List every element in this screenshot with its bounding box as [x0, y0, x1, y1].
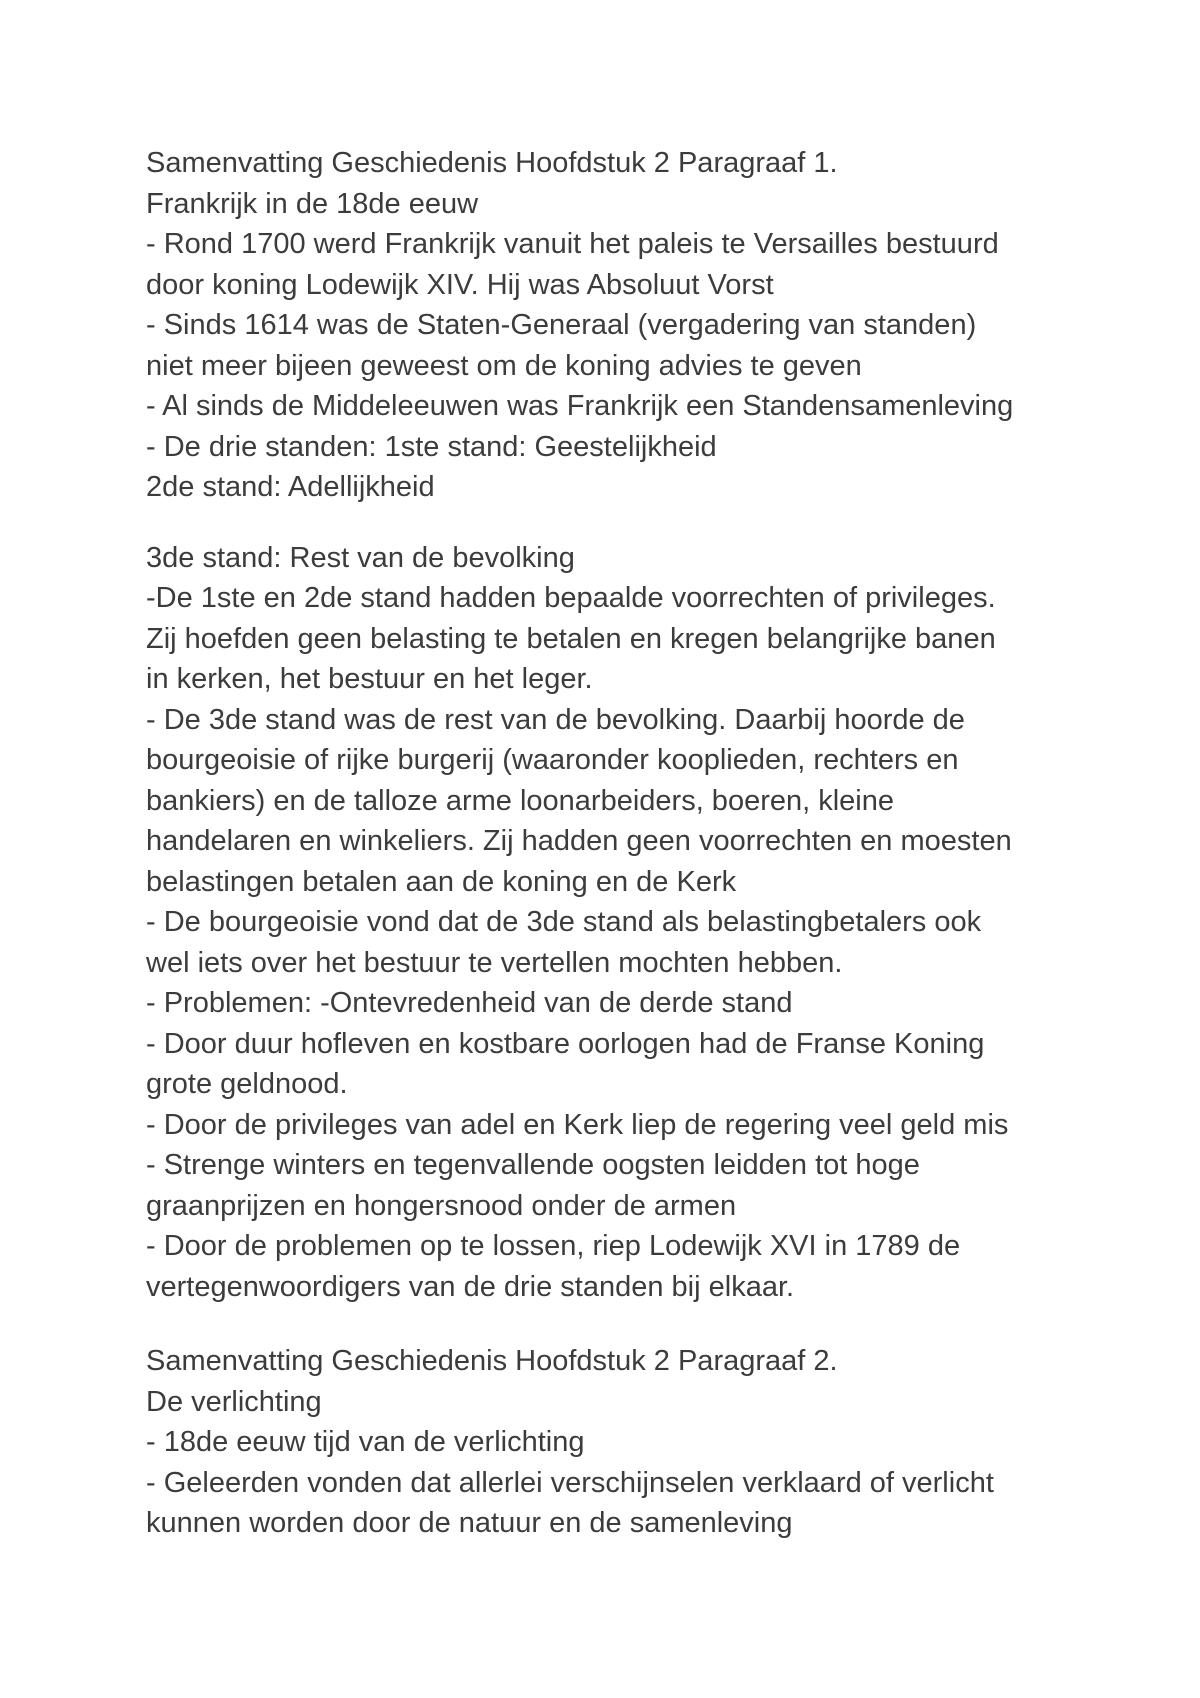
text-line: kunnen worden door de natuur en de samenleving: [146, 1507, 793, 1539]
text-line: - Problemen: -Ontevredenheid van de derde stand: [146, 987, 793, 1019]
paragraph-gap: [146, 508, 1146, 538]
text-line: niet meer bijeen geweest om de koning advies te geven: [146, 349, 862, 382]
text-line: - 18de eeuw tijd van de verlichting: [146, 1426, 585, 1458]
section2-title: Samenvatting Geschiedenis Hoofdstuk 2 Paragraaf 2.: [146, 1345, 838, 1377]
text-line: - Strenge winters en tegenvallende oogsten leidden tot hoge: [146, 1149, 920, 1181]
text-line: bankiers) en de talloze arme loonarbeiders, boeren, kleine: [146, 784, 894, 817]
text-line: grote geldnood.: [146, 1068, 348, 1100]
text-line: belastingen betalen aan de koning en de Kerk: [146, 865, 737, 898]
section1-title: Samenvatting Geschiedenis Hoofdstuk 2 Paragraaf 1.: [146, 147, 838, 179]
text-line: - Rond 1700 werd Frankrijk vanuit het paleis te Versailles bestuurd: [146, 228, 999, 260]
text-line: - De 3de stand was de rest van de bevolking. Daarbij hoorde de: [146, 703, 965, 736]
paragraph-gap: [146, 1307, 1146, 1341]
text-line: - Door duur hofleven en kostbare oorlogen had de Franse Koning: [146, 1027, 985, 1060]
text-line: in kerken, het bestuur en het leger.: [146, 663, 593, 695]
text-line: graanprijzen en hongersnood onder de armen: [146, 1189, 737, 1222]
text-line: - Sinds 1614 was de Staten-Generaal (vergadering van standen): [146, 309, 977, 341]
text-line: - Door de problemen op te lossen, riep Lodewijk XVI in 1789 de: [146, 1230, 961, 1262]
text-line: - De drie standen: 1ste stand: Geestelijkheid: [146, 430, 717, 463]
document-body: [146, 143, 1146, 1544]
section2-subtitle: De verlichting: [146, 1385, 322, 1418]
text-line: - Al sinds de Middeleeuwen was Frankrijk een Standensamenleving: [146, 390, 1014, 422]
text-line: - Door de privileges van adel en Kerk liep de regering veel geld mis: [146, 1108, 1009, 1141]
text-line: Zij hoefden geen belasting te betalen en kregen belangrijke banen: [146, 622, 996, 655]
section1-subtitle: Frankrijk in de 18de eeuw: [146, 187, 479, 220]
text-line: -De 1ste en 2de stand hadden bepaalde voorrechten of privileges.: [146, 582, 996, 614]
text-line: bourgeoisie of rijke burgerij (waaronder kooplieden, rechters en: [146, 744, 959, 776]
text-line: 3de stand: Rest van de bevolking: [146, 541, 575, 574]
text-line: vertegenwoordigers van de drie standen bij elkaar.: [146, 1270, 795, 1303]
text-line: - De bourgeoisie vond dat de 3de stand als belastingbetalers ook: [146, 906, 982, 938]
text-line: - Geleerden vonden dat allerlei verschijnselen verklaard of verlicht: [146, 1466, 994, 1499]
text-line: 2de stand: Adellijkheid: [146, 471, 435, 503]
text-line: handelaren en winkeliers. Zij hadden geen voorrechten en moesten: [146, 825, 1012, 857]
text-line: door koning Lodewijk XIV. Hij was Absoluut Vorst: [146, 268, 774, 301]
text-line: wel iets over het bestuur te vertellen mochten hebben.: [146, 946, 843, 979]
